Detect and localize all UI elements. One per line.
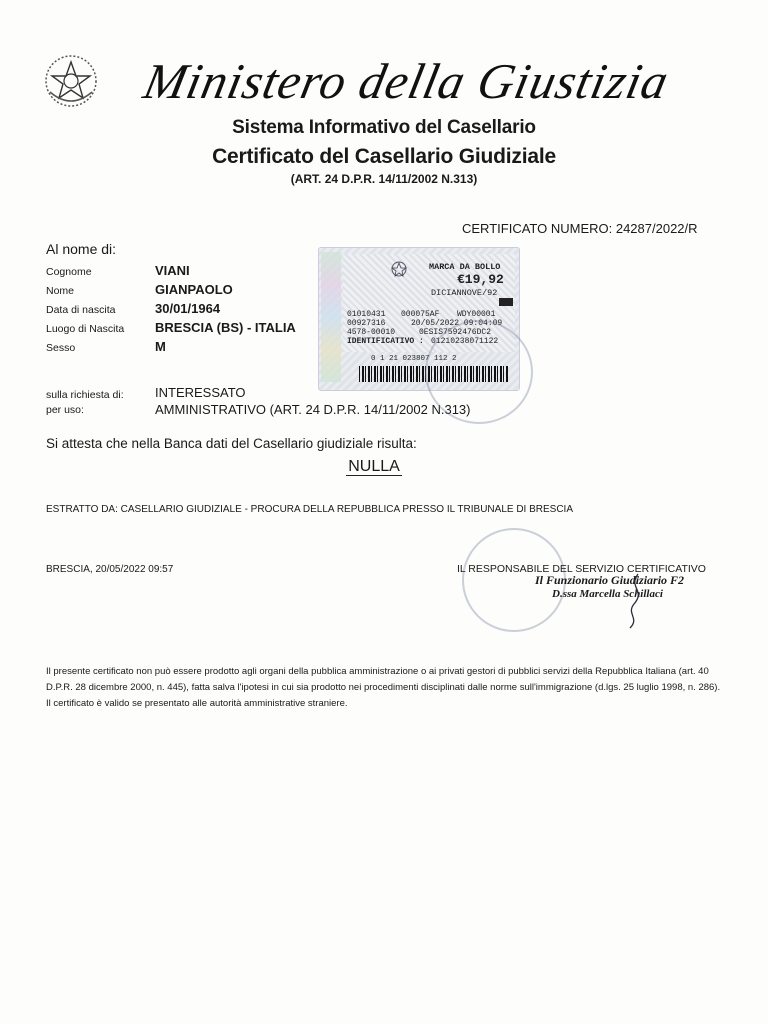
attestation-text: Si attesta che nella Banca dati del Casellario giudiziale risulta: <box>46 436 417 451</box>
footer-disclaimer: Il presente certificato non può essere prodotto agli organi della pubblica amministrazione o ai privati gestori di pubblici servizi della Repubblica Italiana (art. 40 D.P.R. 28 dicembre 2000, n. 445), fatta salva l'ipotesi in cui sia prodotto nei procedimenti disciplinati dalle norme sull'immigrazione (d.lgs. 25 luglio 1998, n. 286). Il certificato è valido se presentato alle autorità amministrative straniere. <box>46 666 721 709</box>
signature-name: D.ssa Marcella Schillaci <box>552 588 663 600</box>
result-value <box>0 458 748 476</box>
stamp-code-1: 01010431 <box>347 310 386 319</box>
surname-value: VIANI <box>155 263 190 278</box>
handwritten-signature <box>600 570 660 630</box>
subject-heading: Al nome di: <box>46 241 117 257</box>
birth-place-value: BRESCIA (BS) - ITALIA <box>155 320 296 335</box>
sex-value: M <box>155 339 166 354</box>
first-name-value: GIANPAOLO <box>155 282 233 297</box>
certificate-title: Certificato del Casellario Giudiziale <box>212 145 556 168</box>
stamp-ident: 01210238071122 <box>431 337 499 346</box>
requested-by-value: INTERESSATO <box>155 385 246 400</box>
use-value: AMMINISTRATIVO (ART. 24 D.P.R. 14/11/2002 N.313) <box>155 402 471 417</box>
stamp-amount: €19,92 <box>457 272 504 287</box>
use-label: per uso: <box>46 404 84 416</box>
stamp-code-3: WDY00001 <box>457 310 496 319</box>
stamp-code-4: 00927316 <box>347 319 386 328</box>
system-title: Sistema Informativo del Casellario <box>232 117 536 138</box>
stamp-timestamp: 20/05/2022 09:04:09 <box>411 319 503 328</box>
stamp-barcode-number: 0 1 21 023807 112 2 <box>371 355 457 363</box>
certificate-number: CERTIFICATO NUMERO: 24287/2022/R <box>462 221 698 236</box>
hologram-strip <box>321 252 341 382</box>
stamp-code-2: 000075AF <box>401 310 440 319</box>
extract-source: ESTRATTO DA: CASELLARIO GIUDIZIALE - PROCURA DELLA REPUBBLICA PRESSO IL TRIBUNALE DI BRESCIA <box>46 504 574 515</box>
signature-official-title: Il Funzionario Giudiziario F2 <box>535 573 685 587</box>
birth-place-label: Luogo di Nascita <box>46 323 125 335</box>
stamp-code-5: 4578-00010 <box>347 328 396 337</box>
sex-label: Sesso <box>46 342 76 354</box>
stamp-label: MARCA DA BOLLO <box>429 262 501 272</box>
stamp-amount-words: DICIANNOVE/92 <box>431 288 498 298</box>
surname-label: Cognome <box>46 266 92 278</box>
birth-date-value: 30/01/1964 <box>155 301 221 316</box>
signature-role: IL RESPONSABILE DEL SERVIZIO CERTIFICATIVO <box>457 563 706 575</box>
office-seal-upper <box>425 320 533 424</box>
law-reference: (ART. 24 D.P.R. 14/11/2002 N.313) <box>290 172 478 186</box>
stamp-code-6: 0ESIS7592476DC2 <box>419 328 492 337</box>
place-and-date: BRESCIA, 20/05/2022 09:57 <box>46 564 174 575</box>
stamp-ident-label: IDENTIFICATIVO : <box>347 337 424 346</box>
requested-by-label: sulla richiesta di: <box>46 389 124 401</box>
birth-date-label: Data di nascita <box>46 304 116 316</box>
italian-republic-emblem-icon <box>42 52 100 110</box>
ministry-title: Ministero della Giustizia <box>139 53 675 109</box>
result-text: NULLA <box>348 458 400 475</box>
stamp-chip <box>499 298 513 306</box>
stamp-emblem-icon <box>389 260 409 278</box>
first-name-label: Nome <box>46 285 75 297</box>
